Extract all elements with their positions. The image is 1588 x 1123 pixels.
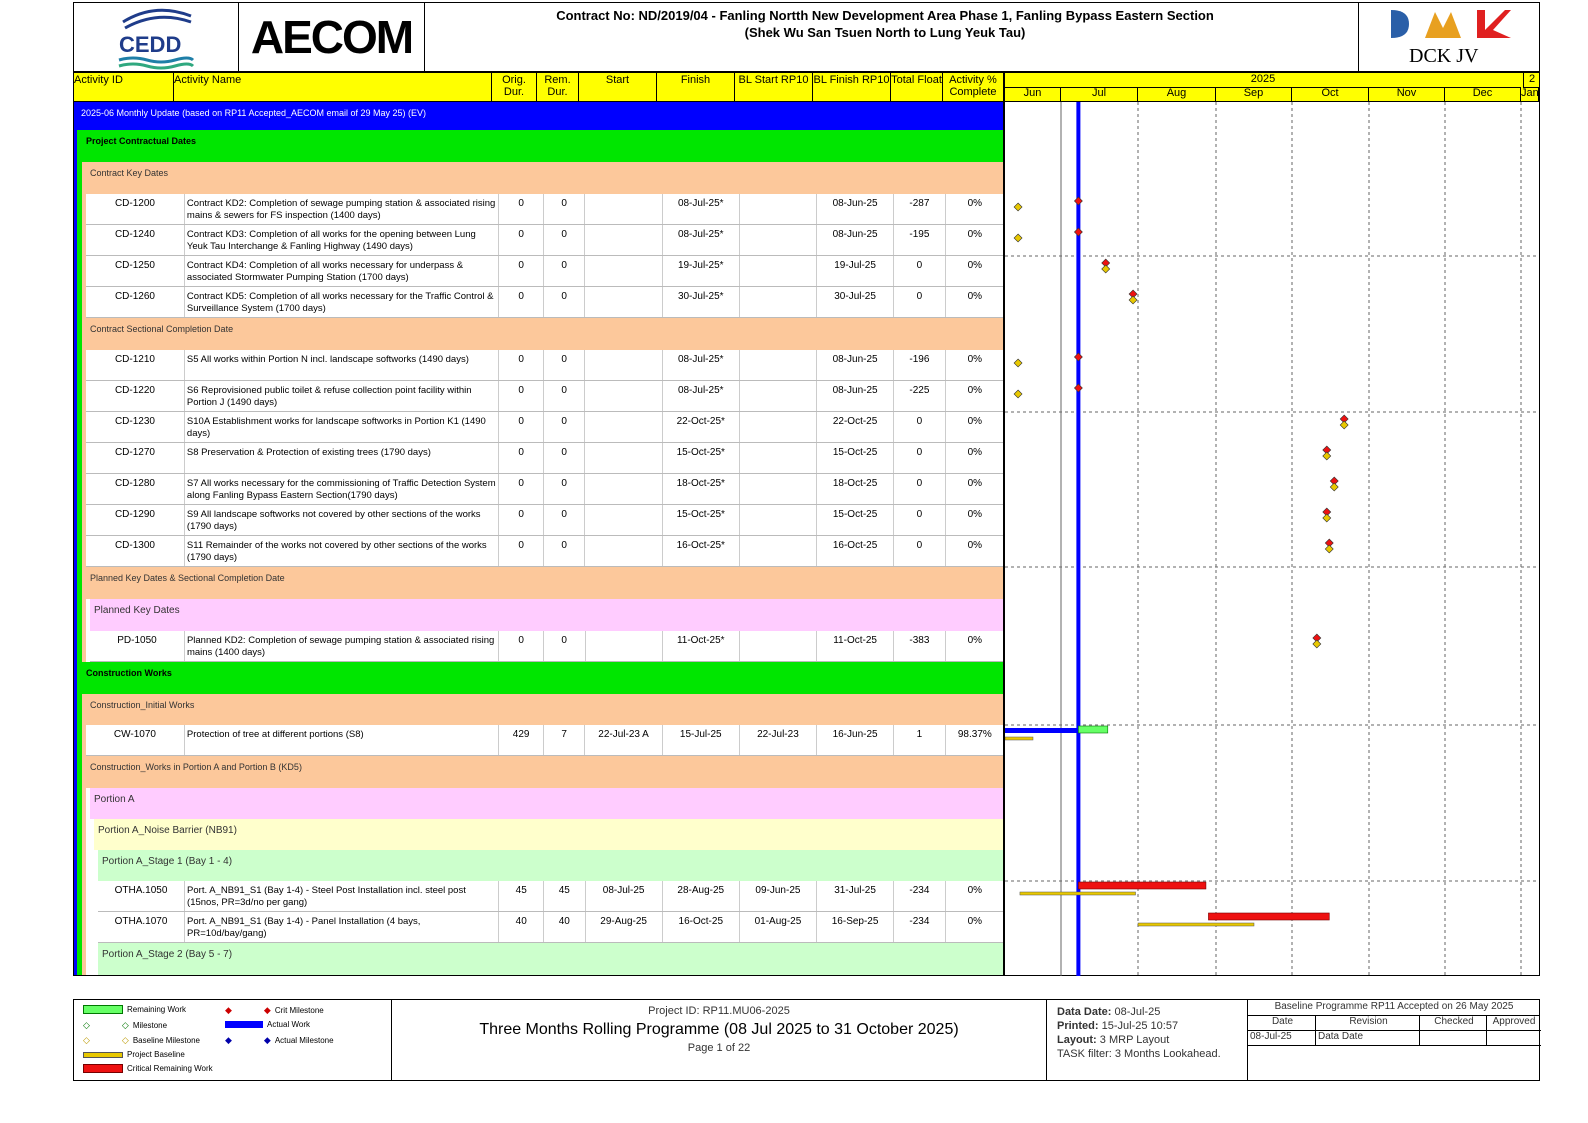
legend-remaining-work: Remaining Work [83,1005,186,1014]
cell-rem: 0 [544,381,586,411]
cell-orig: 0 [499,412,544,442]
data-date: 08-Jul-25 [1114,1006,1161,1018]
critical-remaining-bar [1208,913,1329,920]
cell-bl-finish: 31-Jul-25 [817,881,894,911]
cell-float: -287 [894,194,945,224]
cell-bl-finish: 16-Sep-25 [817,912,894,942]
cell-name: Port. A_NB91_S1 (Bay 1-4) - Panel Installation (4 bays, PR=10d/bay/gang) [185,912,499,942]
cell-name: S7 All works necessary for the commissioning of Traffic Detection System along Fanling Bypass Eastern Section(1790 days) [185,474,499,504]
baseline-milestone-marker [1313,640,1321,648]
cell-start [585,287,662,317]
cell-pct: 0% [946,881,1004,911]
dckjv-logo-icon [1359,2,1541,72]
baseline-milestone-marker [1325,545,1333,553]
cell-pct: 0% [946,412,1004,442]
cell-id: CD-1260 [86,287,185,317]
table-row[interactable] [86,536,1004,567]
table-row[interactable] [86,474,1004,505]
table-row[interactable] [90,631,1004,662]
cell-name: S8 Preservation & Protection of existing trees (1790 days) [185,443,499,473]
col-activity-name[interactable]: Activity Name [174,73,492,101]
cell-id: CD-1300 [86,536,185,566]
cell-orig: 0 [499,256,544,286]
cell-bl-start [740,350,817,380]
cell-pct: 0% [946,912,1004,942]
cell-id: OTHA.1070 [98,912,185,942]
cell-finish: 08-Jul-25* [663,350,740,380]
band-initial-works[interactable]: Construction_Initial Works [86,694,1004,725]
cell-orig: 0 [499,443,544,473]
col-finish[interactable]: Finish [657,73,735,101]
cell-id: OTHA.1050 [98,881,185,911]
cell-name: S10A Establishment works for landscape softworks in Portion K1 (1490 days) [185,412,499,442]
cell-bl-start: 22-Jul-23 [740,725,817,755]
cell-pct: 0% [946,536,1004,566]
table-row[interactable] [98,881,1004,912]
revision-block [1247,999,1540,1081]
page-number: Page 1 of 22 [687,1042,751,1054]
baseline-bar [1020,892,1136,895]
baseline-milestone-marker [1129,296,1137,304]
revision-cell: Revision [1316,1015,1420,1030]
cell-rem: 0 [544,194,586,224]
table-row[interactable] [86,194,1004,225]
cell-name: S9 All landscape softworks not covered by other sections of the works (1790 days) [185,505,499,535]
cell-pct: 0% [946,474,1004,504]
legend-baseline-milestone: ◇ ◇ Baseline Milestone [83,1035,200,1045]
cell-finish: 16-Oct-25* [663,536,740,566]
data-date-label: Data Date: [1057,1006,1112,1018]
cell-pct: 0% [946,381,1004,411]
cell-bl-finish: 08-Jun-25 [817,194,894,224]
cell-rem: 0 [544,287,586,317]
cell-name: Port. A_NB91_S1 (Bay 1-4) - Steel Post Installation incl. steel post (15nos, PR=3d/no per gang) [185,881,499,911]
printed-label: Printed: [1057,1020,1099,1032]
baseline-milestone-marker [1014,234,1022,242]
cell-bl-finish: 15-Oct-25 [817,443,894,473]
revision-cell: Checked [1420,1015,1487,1030]
cell-bl-finish: 08-Jun-25 [817,350,894,380]
cell-name: S6 Reprovisioned public toilet & refuse collection point facility within Portion J (1490 days) [185,381,499,411]
cell-rem: 0 [544,505,586,535]
table-row[interactable] [86,381,1004,412]
col-orig-dur[interactable]: Orig. Dur. [492,73,537,101]
cell-finish: 15-Oct-25* [663,443,740,473]
cell-start [586,631,663,661]
col-rem-dur[interactable]: Rem. Dur. [537,73,579,101]
footer-info-block [1057,1005,1247,1061]
cell-bl-start [740,225,817,255]
cell-bl-finish: 18-Oct-25 [817,474,894,504]
cedd-logo-text: CEDD [119,32,182,57]
band-sectional-completion[interactable]: Contract Sectional Completion Date [86,318,1004,350]
cell-finish: 15-Jul-25 [663,725,740,755]
cell-bl-start [740,194,817,224]
legend-actual-milestone: ◆ ◆ Actual Milestone [225,1035,334,1045]
cell-id: CD-1220 [86,381,185,411]
cell-start [585,225,662,255]
baseline-milestone-marker [1330,483,1338,491]
revision-row [1248,1015,1541,1031]
col-start[interactable]: Start [579,73,657,101]
cell-bl-start [740,536,817,566]
cell-start: 08-Jul-25 [586,881,663,911]
cell-rem: 7 [544,725,586,755]
table-row[interactable] [86,505,1004,536]
band-project-contractual-dates[interactable]: Project Contractual Dates [82,130,1004,162]
legend-milestone: ◇ ◇ Milestone [83,1020,168,1030]
dckjv-logo-text: DCK JV [1409,45,1479,67]
cell-start [585,412,662,442]
table-row[interactable] [86,443,1004,474]
cell-bl-finish: 22-Oct-25 [817,412,894,442]
band-planned-key-dates[interactable]: Planned Key Dates [90,599,1004,631]
cell-finish: 18-Oct-25* [663,474,740,504]
legend-actual-work: Actual Work [225,1020,310,1029]
table-row[interactable] [86,350,1004,381]
band-noise-barrier[interactable]: Portion A_Noise Barrier (NB91) [94,819,1004,850]
baseline-milestone-marker [1323,514,1331,522]
baseline-milestone-marker [1102,265,1110,273]
cell-name: Protection of tree at different portions (S8) [185,725,499,755]
cell-id: CD-1200 [86,194,185,224]
cell-bl-start [740,474,817,504]
table-row[interactable] [86,256,1004,287]
cell-finish: 15-Oct-25* [663,505,740,535]
band-planned-key-sectional[interactable]: Planned Key Dates & Sectional Completion Date [86,567,1004,599]
dckjv-logo [1358,2,1540,72]
project-id: Project ID: RP11.MU06-2025 [648,1005,790,1017]
timeline-next-year: 2 [1523,73,1540,88]
layout-name: 3 MRP Layout [1099,1034,1170,1046]
cell-float: 0 [894,443,945,473]
revision-cell [1487,1030,1539,1045]
band-works-portion-ab[interactable]: Construction_Works in Portion A and Portion B (KD5) [86,756,1004,788]
table-row[interactable] [98,912,1004,943]
gantt-chart [1005,102,1539,976]
baseline-title: Baseline Programme RP11 Accepted on 26 May 2025 [1248,999,1540,1016]
contract-title-line1: Contract No: ND/2019/04 - Fanling Nortth New Development Area Phase 1, Fanling Bypass Eastern Section [556,8,1214,23]
month-aug: Aug [1138,87,1216,102]
timeline-header [1004,72,1540,102]
cell-bl-start [740,443,817,473]
cell-orig: 0 [499,536,544,566]
revision-cell: Approved [1492,1016,1536,1027]
cell-orig: 0 [499,474,544,504]
layout-label: Layout: [1057,1034,1097,1046]
cell-pct: 0% [946,287,1004,317]
printed-date: 15-Jul-25 10:57 [1101,1020,1179,1032]
cell-rem: 0 [544,474,586,504]
cell-float: 0 [894,412,945,442]
cell-rem: 0 [544,225,586,255]
timeline-months [1005,87,1539,102]
baseline-milestone-marker [1014,203,1022,211]
cell-orig: 45 [499,881,544,911]
col-activity-id[interactable]: Activity ID [74,73,174,101]
band-stage1[interactable]: Portion A_Stage 1 (Bay 1 - 4) [98,850,1004,881]
cedd-logo [73,2,239,72]
legend [73,999,392,1081]
cell-float: -234 [894,881,945,911]
cell-orig: 0 [499,350,544,380]
band-portion-a[interactable]: Portion A [90,788,1004,819]
baseline-milestone-marker [1014,390,1022,398]
cell-rem: 0 [544,536,586,566]
cell-finish: 19-Jul-25* [663,256,740,286]
month-sep: Sep [1216,87,1292,102]
legend-crit-milestone: ◆ ◆ Crit Milestone [225,1005,324,1015]
cell-finish: 16-Oct-25 [663,912,740,942]
cell-start [585,443,662,473]
cell-rem: 0 [544,631,586,661]
cell-name: Contract KD4: Completion of all works necessary for underpass & associated Stormwater Pumping Station (1700 days) [185,256,499,286]
milestone-marker [1074,384,1082,392]
milestone-marker [1074,353,1082,361]
cell-id: CD-1270 [86,443,185,473]
cell-float: 0 [894,256,945,286]
cell-bl-finish: 08-Jun-25 [817,225,894,255]
cell-orig: 0 [499,381,544,411]
cell-id: CD-1290 [86,505,185,535]
band-contract-key-dates[interactable]: Contract Key Dates [86,162,1004,194]
legend-project-baseline: Project Baseline [83,1050,185,1059]
cell-float: -195 [894,225,945,255]
cell-orig: 0 [499,194,544,224]
col-bl-finish[interactable]: BL Finish RP10 [813,73,891,101]
cedd-logo-icon [73,2,239,72]
baseline-milestone-marker [1323,452,1331,460]
task-filter: TASK filter: 3 Months Lookahead. [1057,1048,1221,1060]
cell-bl-start [740,412,817,442]
cell-finish: 08-Jul-25* [663,225,740,255]
legend-critical-remaining: Critical Remaining Work [83,1064,213,1073]
col-pct-complete[interactable]: Activity % Complete [949,74,997,98]
baseline-bar [1138,923,1254,926]
remaining-work-bar [1078,726,1107,733]
band-construction-works[interactable]: Construction Works [82,662,1004,694]
table-row[interactable] [86,412,1004,443]
revision-cell: Data Date [1316,1030,1420,1045]
cell-bl-start [740,287,817,317]
contract-title-line2: (Shek Wu San Tsuen North to Lung Yeuk Tau) [744,25,1026,40]
cell-pct: 98.37% [946,725,1004,755]
table-row[interactable] [86,287,1004,318]
month-jun: Jun [1005,87,1061,102]
cell-float: -383 [894,631,945,661]
baseline-milestone-marker [1340,421,1348,429]
cell-pct: 0% [946,225,1004,255]
cell-rem: 0 [544,412,586,442]
cell-orig: 40 [499,912,544,942]
cell-pct: 0% [946,256,1004,286]
cell-bl-finish: 19-Jul-25 [817,256,894,286]
cell-rem: 45 [544,881,586,911]
cell-id: CD-1230 [86,412,185,442]
column-header [73,72,1004,102]
cell-finish: 30-Jul-25* [663,287,740,317]
aecom-logo: AECOM [239,2,425,72]
cell-name: Contract KD5: Completion of all works necessary for the Traffic Control & Surveillance System (1700 days) [185,287,499,317]
cell-rem: 0 [544,443,586,473]
cell-finish: 08-Jul-25* [663,381,740,411]
cell-float: 0 [894,505,945,535]
cell-finish: 28-Aug-25 [663,881,740,911]
cell-name: S5 All works within Portion N incl. landscape softworks (1490 days) [185,350,499,380]
col-bl-start[interactable]: BL Start RP10 [735,73,813,101]
cell-start [585,474,662,504]
cell-bl-start [740,256,817,286]
col-total-float[interactable]: Total Float [891,73,943,101]
cell-pct: 0% [946,505,1004,535]
band-monthly-update[interactable]: 2025-06 Monthly Update (based on RP11 Accepted_AECOM email of 29 May 25) (EV) [77,102,1004,130]
table-row[interactable] [86,225,1004,256]
cell-bl-start: 01-Aug-25 [740,912,817,942]
cell-start [585,350,662,380]
cell-finish: 11-Oct-25* [663,631,740,661]
cell-name: Contract KD2: Completion of sewage pumping station & associated rising mains & sewers for FS inspection (1400 days) [185,194,499,224]
contract-title [440,7,1330,41]
cell-start: 22-Jul-23 A [585,725,662,755]
cell-finish: 22-Oct-25* [663,412,740,442]
revision-cell: 08-Jul-25 [1248,1030,1316,1045]
cell-bl-finish: 08-Jun-25 [817,381,894,411]
cell-id: PD-1050 [90,631,185,661]
cell-float: 1 [894,725,945,755]
cell-rem: 40 [544,912,586,942]
band-stage2[interactable]: Portion A_Stage 2 (Bay 5 - 7) [98,943,1004,976]
footer-title-block [392,999,1047,1081]
cell-id: CD-1240 [86,225,185,255]
cell-rem: 0 [544,256,586,286]
cell-start [585,505,662,535]
cell-bl-finish: 16-Jun-25 [817,725,894,755]
cell-bl-start [740,381,817,411]
cell-bl-finish: 30-Jul-25 [817,287,894,317]
month-oct: Oct [1292,87,1369,102]
cell-bl-finish: 16-Oct-25 [817,536,894,566]
cell-start [585,381,662,411]
cell-float: -225 [894,381,945,411]
cell-float: -196 [894,350,945,380]
month-jan: Jan [1521,87,1539,102]
programme-title: Three Months Rolling Programme (08 Jul 2025 to 31 October 2025) [479,1021,959,1038]
month-jul: Jul [1061,87,1138,102]
cell-start [585,256,662,286]
table-row[interactable] [86,725,1004,756]
cell-finish: 08-Jul-25* [663,194,740,224]
activity-table [73,102,1004,976]
baseline-milestone-marker [1014,359,1022,367]
cell-id: CD-1250 [86,256,185,286]
cell-name: Contract KD3: Completion of all works for the opening between Lung Yeuk Tau Interchange & Fanling Highway (1490 days) [185,225,499,255]
cell-orig: 0 [499,631,544,661]
gantt-area [1004,102,1540,976]
cell-orig: 0 [499,225,544,255]
cell-orig: 0 [499,505,544,535]
cell-start [585,194,662,224]
cell-bl-start [740,505,817,535]
revision-cell: Date [1248,1015,1316,1030]
cell-pct: 0% [946,443,1004,473]
cell-orig: 0 [499,287,544,317]
cell-pct: 0% [946,631,1004,661]
cell-name: S11 Remainder of the works not covered by other sections of the works (1790 days) [185,536,499,566]
milestone-marker [1074,228,1082,236]
cell-start: 29-Aug-25 [586,912,663,942]
cell-bl-finish: 11-Oct-25 [817,631,894,661]
revision-cell [1420,1030,1487,1045]
cell-rem: 0 [544,350,586,380]
cell-id: CD-1210 [86,350,185,380]
cell-bl-start [740,631,817,661]
cell-float: -234 [894,912,945,942]
month-nov: Nov [1369,87,1445,102]
cell-bl-finish: 15-Oct-25 [817,505,894,535]
cell-pct: 0% [946,350,1004,380]
cell-id: CD-1280 [86,474,185,504]
cell-float: 0 [894,287,945,317]
baseline-bar [1005,737,1033,740]
cell-float: 0 [894,536,945,566]
cell-pct: 0% [946,194,1004,224]
timeline-year: 2025 [1005,73,1521,88]
cell-name: Planned KD2: Completion of sewage pumping station & associated rising mains (1400 days) [185,631,499,661]
cell-float: 0 [894,474,945,504]
month-dec: Dec [1445,87,1521,102]
actual-work-bar [1005,728,1078,733]
cell-id: CW-1070 [86,725,185,755]
critical-remaining-bar [1078,882,1206,889]
cell-start [585,536,662,566]
milestone-marker [1074,197,1082,205]
revision-row [1248,1030,1541,1046]
cell-bl-start: 09-Jun-25 [740,881,817,911]
cell-orig: 429 [499,725,544,755]
